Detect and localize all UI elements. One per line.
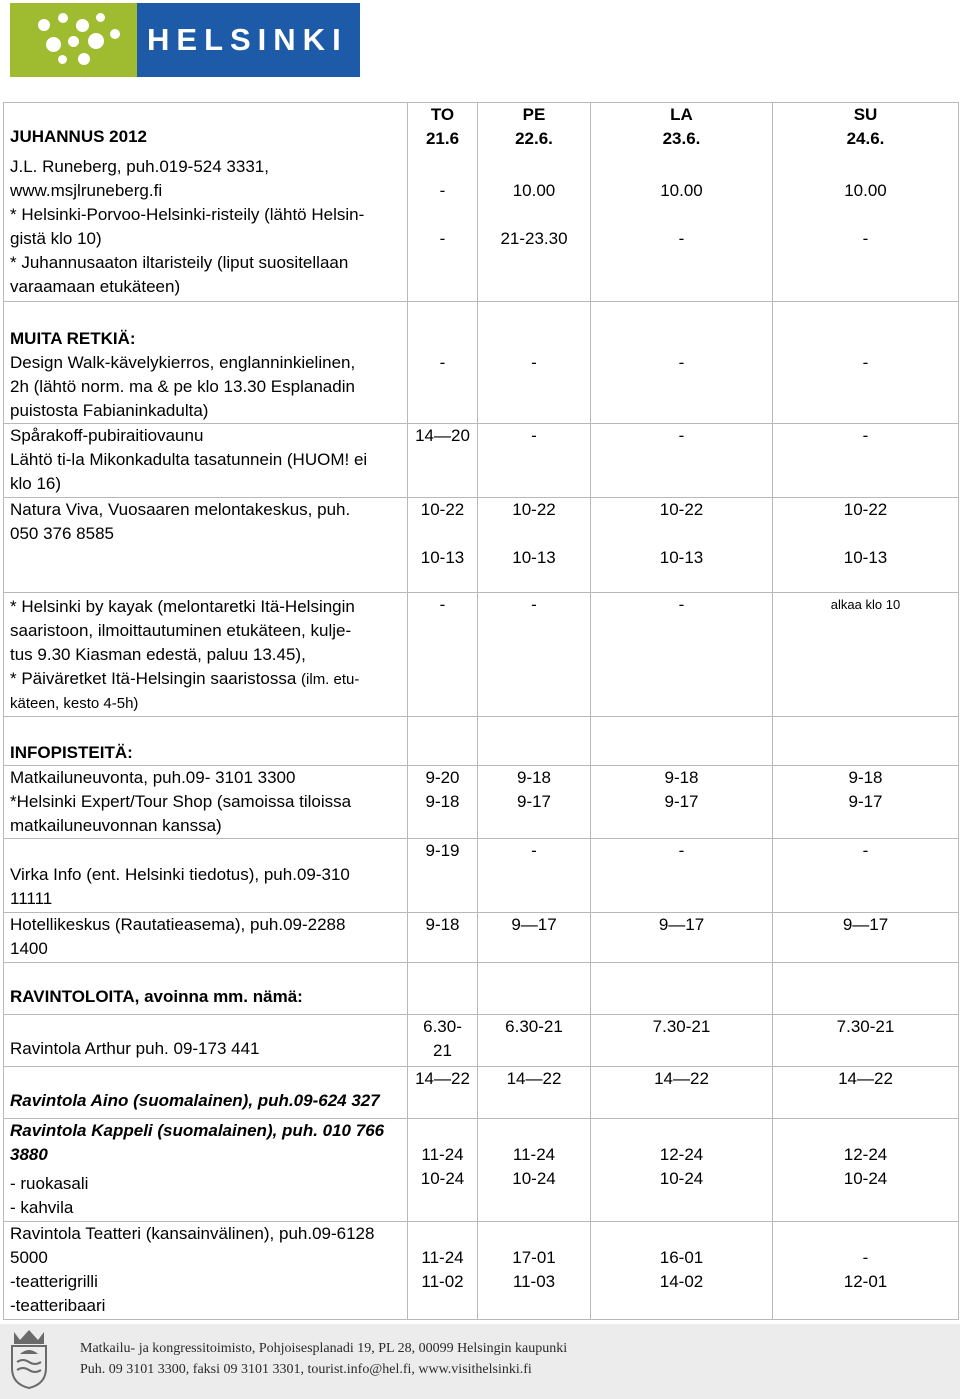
natura-viva-cell — [4, 498, 408, 593]
time-cell: 14—22 — [773, 1067, 959, 1119]
natura-viva-line: Natura Viva, Vuosaaren melontakeskus, puh. — [10, 500, 351, 519]
time-cell — [591, 498, 773, 593]
time-value: 9-20 — [425, 768, 460, 787]
time-value: 9-18 — [848, 768, 883, 787]
day-name: TO — [430, 105, 455, 124]
time-cell: - — [591, 839, 773, 913]
matkailuneuvonta-line: matkailuneuvonnan kanssa) — [10, 816, 222, 835]
table-row — [4, 1222, 959, 1320]
table-row — [4, 766, 959, 839]
time-cell: 9-18 — [408, 913, 478, 963]
kappeli-cell — [4, 1119, 408, 1222]
hotellikeskus-line: Hotellikeskus (Rautatieasema), puh.09-2288 — [10, 915, 346, 934]
time-value: 10-22 — [843, 500, 888, 519]
time-cell: - — [478, 302, 591, 424]
helsinki-crest-icon — [8, 1328, 50, 1390]
table-row-header — [4, 103, 959, 302]
time-cell: - — [773, 424, 959, 498]
time-cell — [408, 498, 478, 593]
aino-cell — [4, 1067, 408, 1119]
time-cell: 9—17 — [478, 913, 591, 963]
time-value: 10-24 — [843, 1169, 888, 1188]
time-value: 10-13 — [659, 548, 704, 567]
time-cell: - — [591, 593, 773, 717]
time-value: 10.00 — [512, 181, 556, 200]
time-cell — [408, 1222, 478, 1320]
logo-dots-mark — [10, 3, 137, 77]
time-cell: - — [478, 424, 591, 498]
time-value: 11-24 — [421, 1145, 464, 1164]
restaurant-name: Ravintola Arthur puh. 09-173 441 — [10, 1039, 260, 1058]
footer — [0, 1324, 960, 1399]
time-value: 10-13 — [843, 548, 888, 567]
section-heading-ravintolat: RAVINTOLOITA, avoinna mm. nämä: — [10, 987, 303, 1006]
footer-address: Matkailu- ja kongressitoimisto, Pohjoisesplanadi 19, PL 28, 00099 Helsingin kaupunki — [80, 1341, 568, 1356]
time-value: - — [862, 1248, 869, 1267]
restaurant-name: Ravintola Teatteri (kansainvälinen), puh.09-6128 — [10, 1224, 375, 1243]
time-cell: 14—20 — [408, 424, 478, 498]
time-value: 10.00 — [844, 181, 887, 200]
time-value: 9-17 — [516, 792, 552, 811]
page-title: JUHANNUS 2012 — [10, 127, 147, 146]
time-cell: - — [478, 839, 591, 913]
kayak-line: * Helsinki by kayak (melontaretki Itä-Helsingin — [10, 597, 355, 616]
time-value: 9-17 — [664, 792, 699, 811]
sparakoff-line: klo 16) — [10, 474, 62, 493]
time-value: - — [678, 229, 685, 248]
time-cell — [478, 1119, 591, 1222]
info-heading-cell — [4, 717, 408, 766]
design-walk-line: Design Walk-kävelykierros, englanninkielinen, — [10, 353, 356, 372]
time-cell: - — [773, 839, 959, 913]
time-cell — [591, 1222, 773, 1320]
time-cell: 9-19 — [408, 839, 478, 913]
restaurant-name: Ravintola Aino (suomalainen), puh.09-624 327 — [10, 1091, 380, 1110]
runeberg-line: www.msjlruneberg.fi — [10, 181, 163, 200]
teatteri-sub-item: -teatterigrilli — [10, 1272, 98, 1291]
day-date: 21.6 — [425, 129, 460, 148]
time-cell — [478, 1222, 591, 1320]
time-value: 10-22 — [512, 500, 556, 519]
table-row — [4, 593, 959, 717]
time-value: 14-02 — [659, 1272, 704, 1291]
time-value: 10-24 — [512, 1169, 556, 1188]
time-cell: 9—17 — [773, 913, 959, 963]
design-walk-cell — [4, 302, 408, 424]
time-value: 12-24 — [659, 1145, 704, 1164]
restaurant-name: 3880 — [10, 1145, 48, 1164]
restaurant-name: Ravintola Kappeli (suomalainen), puh. 010 766 — [10, 1121, 385, 1140]
footer-phone: Puh. 09 3101 3300, faksi 09 3101 3301, tourist.info@hel.fi, www.visithelsinki.fi — [80, 1362, 532, 1377]
time-value: 10-24 — [659, 1169, 704, 1188]
matkailuneuvonta-cell — [4, 766, 408, 839]
time-cell: - — [591, 424, 773, 498]
virka-info-line: Virka Info (ent. Helsinki tiedotus), puh.09-310 — [10, 865, 350, 884]
time-cell: alkaa klo 10 — [773, 593, 959, 717]
matkailuneuvonta-line: Matkailuneuvonta, puh.09- 3101 3300 — [10, 768, 296, 787]
time-value: - — [439, 181, 446, 200]
time-cell — [773, 1222, 959, 1320]
sparakoff-line: Spårakoff-pubiraitiovaunu — [10, 426, 204, 445]
time-cell — [591, 766, 773, 839]
time-cell — [591, 1119, 773, 1222]
time-cell: 14—22 — [478, 1067, 591, 1119]
time-cell — [773, 766, 959, 839]
sparakoff-cell — [4, 424, 408, 498]
time-value: 11-03 — [512, 1272, 556, 1291]
time-cell: - — [408, 593, 478, 717]
table-row — [4, 302, 959, 424]
time-cell: 14—22 — [591, 1067, 773, 1119]
table-row — [4, 1119, 959, 1222]
time-value: 10-13 — [512, 548, 556, 567]
runeberg-line: varaamaan etukäteen) — [10, 277, 181, 296]
time-value: 11-24 — [512, 1145, 556, 1164]
table-row — [4, 839, 959, 913]
arthur-cell — [4, 1015, 408, 1067]
day-column-su — [773, 103, 959, 302]
runeberg-line: gistä klo 10) — [10, 229, 102, 248]
day-name: LA — [670, 105, 693, 124]
time-value: 9-18 — [664, 768, 699, 787]
day-date: 23.6. — [662, 129, 701, 148]
table-row — [4, 424, 959, 498]
time-cell — [773, 1119, 959, 1222]
day-column-pe — [478, 103, 591, 302]
time-value: 10-22 — [659, 500, 704, 519]
time-value: 10-24 — [420, 1169, 465, 1188]
time-value: 12-01 — [843, 1272, 888, 1291]
teatteri-cell — [4, 1222, 408, 1320]
kappeli-sub-item: - ruokasali — [10, 1174, 89, 1193]
table-row — [4, 963, 959, 1015]
time-cell: 6.30- 21 — [408, 1015, 478, 1067]
kappeli-sub-item: - kahvila — [10, 1198, 74, 1217]
kayak-cell — [4, 593, 408, 717]
section-heading-info: INFOPISTEITÄ: — [10, 743, 133, 762]
time-value: 9-18 — [516, 768, 552, 787]
time-cell — [478, 766, 591, 839]
time-value: 11-02 — [421, 1272, 464, 1291]
natura-viva-line: 050 376 8585 — [10, 524, 114, 543]
kayak-note: (ilm. etu- — [301, 671, 360, 688]
table-row — [4, 717, 959, 766]
section-heading-muita: MUITA RETKIÄ: — [10, 329, 136, 348]
design-walk-line: 2h (lähtö norm. ma & pe klo 13.30 Esplanadin — [10, 377, 355, 396]
time-value: - — [439, 229, 446, 248]
time-cell: - — [478, 593, 591, 717]
kayak-line: tus 9.30 Kiasman edestä, paluu 13.45), — [10, 645, 306, 664]
time-cell: - — [591, 302, 773, 424]
time-cell — [408, 1119, 478, 1222]
day-column-la — [591, 103, 773, 302]
runeberg-line: * Helsinki-Porvoo-Helsinki-risteily (lähtö Helsin- — [10, 205, 365, 224]
time-value: 10-13 — [420, 548, 465, 567]
restaurant-name: 5000 — [10, 1248, 48, 1267]
time-value: 11-24 — [421, 1248, 464, 1267]
time-value: 17-01 — [512, 1248, 556, 1267]
runeberg-line: J.L. Runeberg, puh.019-524 3331, — [10, 157, 269, 176]
kayak-line — [10, 667, 401, 692]
day-column-to — [408, 103, 478, 302]
time-cell: 7.30-21 — [773, 1015, 959, 1067]
time-cell: - — [773, 302, 959, 424]
matkailuneuvonta-line: *Helsinki Expert/Tour Shop (samoissa tiloissa — [10, 792, 352, 811]
time-value: - — [862, 229, 869, 248]
day-date: 24.6. — [846, 129, 885, 148]
virka-info-line: 11111 — [10, 889, 53, 908]
virka-info-cell — [4, 839, 408, 913]
ravintolat-heading-cell — [4, 963, 408, 1015]
time-cell: - — [408, 302, 478, 424]
time-value: 9-17 — [848, 792, 883, 811]
day-date: 22.6. — [515, 129, 553, 148]
time-cell: 6.30-21 — [478, 1015, 591, 1067]
time-cell — [408, 766, 478, 839]
day-name: SU — [853, 105, 878, 124]
logo-wordmark: HELSINKI — [137, 3, 360, 77]
time-cell: 7.30-21 — [591, 1015, 773, 1067]
sparakoff-line: Lähtö ti-la Mikonkadulta tasatunnein (HUOM! ei — [10, 450, 368, 469]
kayak-line-text: * Päiväretket Itä-Helsingin saaristossa — [10, 669, 297, 688]
time-value: 12-24 — [843, 1145, 888, 1164]
runeberg-cell — [4, 103, 408, 302]
time-value: 10.00 — [660, 181, 703, 200]
table-row — [4, 913, 959, 963]
teatteri-sub-item: -teatteribaari — [10, 1296, 106, 1315]
time-cell: 9—17 — [591, 913, 773, 963]
time-value: 9-18 — [425, 792, 460, 811]
time-cell: 14—22 — [408, 1067, 478, 1119]
helsinki-logo — [10, 3, 360, 77]
time-value: 10-22 — [420, 500, 465, 519]
time-value: 21-23.30 — [500, 229, 568, 248]
time-cell — [773, 498, 959, 593]
design-walk-line: puistosta Fabianinkadulta) — [10, 401, 209, 420]
time-cell — [478, 498, 591, 593]
kayak-note: käteen, kesto 4-5h) — [10, 695, 139, 712]
schedule-table — [3, 102, 959, 1320]
table-row — [4, 498, 959, 593]
table-row — [4, 1015, 959, 1067]
footer-contact — [80, 1338, 567, 1380]
hotellikeskus-cell — [4, 913, 408, 963]
runeberg-line: * Juhannusaaton iltaristeily (liput suositellaan — [10, 253, 349, 272]
day-name: PE — [522, 105, 546, 124]
time-value: 16-01 — [659, 1248, 704, 1267]
hotellikeskus-line: 1400 — [10, 939, 48, 958]
kayak-line: saaristoon, ilmoittautuminen etukäteen, kulje- — [10, 621, 352, 640]
table-row — [4, 1067, 959, 1119]
